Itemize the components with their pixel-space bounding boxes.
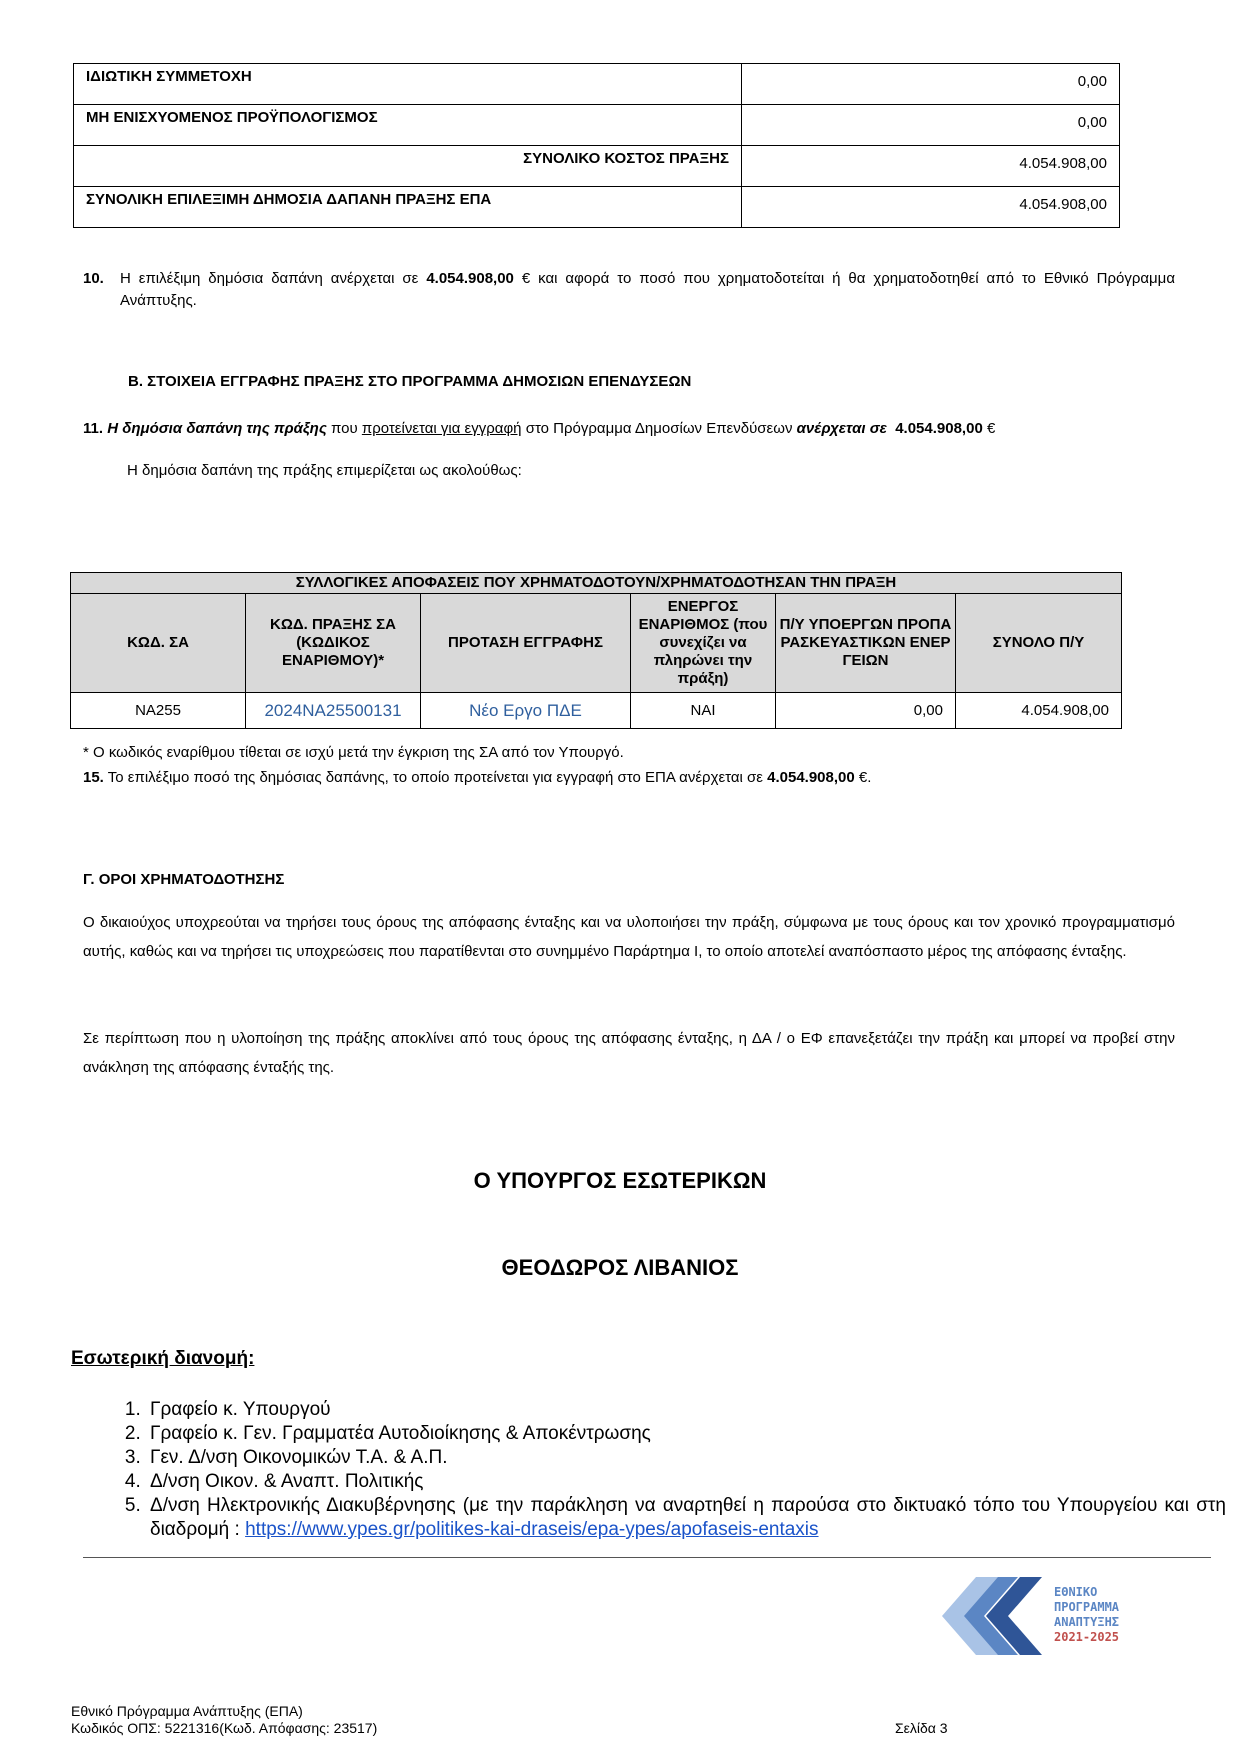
footer-left [71, 1703, 377, 1737]
list-item: 4. Δ/νση Οικον. & Αναπτ. Πολιτικής [146, 1470, 1226, 1494]
column-header: ΕΝΕΡΓΟΣ ΕΝΑΡΙΘΜΟΣ (που συνεχίζει να πληρώνει την πράξη) [631, 594, 776, 693]
list-item: 5. Δ/νση Ηλεκτρονικής Διακυβέρνησης (με την παράκληση να αναρτηθεί η παρούσα στο δικτυακό τόπο του Υπουργείου και στη διαδρομή : https://www.ypes.gr/politikes-kai-draseis/epa-ypes/apofaseis-entaxis [146, 1494, 1226, 1542]
column-header: ΣΥΝΟΛΟ Π/Υ [956, 594, 1122, 693]
footer-line: Κωδικός ΟΠΣ: 5221316(Κωδ. Απόφασης: 23517) [71, 1720, 378, 1736]
table-row [71, 693, 1122, 729]
list-item: 2. Γραφείο κ. Γεν. Γραμματέα Αυτοδιοίκησης & Αποκέντρωσης [146, 1422, 1226, 1446]
cost-value: 0,00 [742, 64, 1120, 105]
item-number: 10. [83, 270, 104, 287]
apofaseis-entaxis-link[interactable]: https://www.ypes.gr/politikes-kai-draseis/epa-ypes/apofaseis-entaxis [245, 1519, 819, 1540]
item-10 [83, 268, 1175, 312]
page-number: Σελίδα 3 [895, 1720, 948, 1736]
column-header: ΚΩΔ. ΣΑ [71, 594, 246, 693]
signature-name: ΘΕΟΔΩΡΟΣ ΛΙΒΑΝΙΟΣ [501, 1255, 739, 1280]
item-15: 15. Το επιλέξιμο ποσό της δημόσιας δαπάνης, το οποίο προτείνεται για εγγραφή στο ΕΠΑ ανέρχεται σε 4.054.908,00 €. [83, 769, 872, 786]
cell-project-code: 2024ΝΑ25500131 [246, 693, 421, 729]
cost-value: 4.054.908,00 [742, 146, 1120, 187]
distribution-list [103, 1398, 1226, 1542]
section-c-paragraph: Σε περίπτωση που η υλοποίηση της πράξης αποκλίνει από τους όρους της απόφασης ένταξης, η ΔΑ / ο ΕΦ επανεξετάζει την πράξη και μπορεί να προβεί στην ανάκληση της απόφασης ένταξής της. [83, 1030, 1175, 1076]
cell-total: 4.054.908,00 [956, 693, 1122, 729]
table-caption-row [71, 573, 1122, 594]
cell-active: ΝΑΙ [631, 693, 776, 729]
cost-label: ΣΥΝΟΛΙΚΗ ΕΠΙΛΕΞΙΜΗ ΔΗΜΟΣΙΑ ΔΑΠΑΝΗ ΠΡΑΞΗΣ ΕΠΑ [74, 187, 742, 228]
split-text: Η δημόσια δαπάνη της πράξης επιμερίζεται ως ακολούθως: [127, 462, 522, 479]
cost-table [73, 63, 1120, 228]
table-row [74, 187, 1120, 228]
section-c-title: Γ. ΟΡΟΙ ΧΡΗΜΑΤΟΔΟΤΗΣΗΣ [83, 871, 285, 888]
footer-line: Εθνικό Πρόγραμμα Ανάπτυξης (ΕΠΑ) [71, 1703, 303, 1719]
cost-label: ΣΥΝΟΛΙΚΟ ΚΟΣΤΟΣ ΠΡΑΞΗΣ [74, 146, 742, 187]
cell-prep-budget: 0,00 [776, 693, 956, 729]
cost-label: ΙΔΙΩΤΙΚΗ ΣΥΜΜΕΤΟΧΗ [74, 64, 742, 105]
column-header: Π/Υ ΥΠΟΕΡΓΩΝ ΠΡΟΠΑΡΑΣΚΕΥΑΣΤΙΚΩΝ ΕΝΕΡΓΕΙΩΝ [776, 594, 956, 693]
table-caption: ΣΥΛΛΟΓΙΚΕΣ ΑΠΟΦΑΣΕΙΣ ΠΟΥ ΧΡΗΜΑΤΟΔΟΤΟΥΝ/ΧΡΗΜΑΤΟΔΟΤΗΣΑΝ ΤΗΝ ΠΡΑΞΗ [71, 573, 1122, 594]
item-number: 11. [83, 420, 104, 437]
section-b-title: Β. ΣΤΟΙΧΕΙΑ ΕΓΓΡΑΦΗΣ ΠΡΑΞΗΣ ΣΤΟ ΠΡΟΓΡΑΜΜΑ ΔΗΜΟΣΙΩΝ ΕΠΕΝΔΥΣΕΩΝ [128, 373, 692, 390]
footnote: * Ο κωδικός εναρίθμου τίθεται σε ισχύ μετά την έγκριση της ΣΑ από τον Υπουργό. [83, 744, 624, 761]
decisions-table [70, 572, 1122, 729]
item-11: 11. Η δημόσια δαπάνη της πράξης που προτείνεται για εγγραφή στο Πρόγραμμα Δημοσίων Επενδύσεων ανέρχεται σε 4.054.908,00 € [83, 420, 996, 437]
epa-logo [938, 1571, 1178, 1663]
table-row [74, 64, 1120, 105]
footer-divider [83, 1557, 1211, 1558]
cost-label: ΜΗ ΕΝΙΣΧΥΟΜΕΝΟΣ ΠΡΟΫΠΟΛΟΓΙΣΜΟΣ [74, 105, 742, 146]
table-row [74, 105, 1120, 146]
item-10-text: Η επιλέξιμη δημόσια δαπάνη ανέρχεται σε 4.054.908,00 € και αφορά το ποσό που χρηματοδοτείται ή θα χρηματοδοτηθεί από το Εθνικό Πρόγραμμα Ανάπτυξης. [120, 270, 1175, 309]
signature-title: Ο ΥΠΟΥΡΓΟΣ ΕΣΩΤΕΡΙΚΩΝ [473, 1168, 767, 1193]
cell-sa-code: ΝΑ255 [71, 693, 246, 729]
cell-proposal: Νέο Εργο ΠΔΕ [421, 693, 631, 729]
list-item: 3. Γεν. Δ/νση Οικονομικών Τ.Α. & Α.Π. [146, 1446, 1226, 1470]
distribution-title: Εσωτερική διανομή: [71, 1348, 255, 1369]
column-header: ΠΡΟΤΑΣΗ ΕΓΓΡΑΦΗΣ [421, 594, 631, 693]
cost-value: 0,00 [742, 105, 1120, 146]
table-header-row [71, 594, 1122, 693]
section-c-paragraph: Ο δικαιούχος υποχρεούται να τηρήσει τους όρους της απόφασης ένταξης και να υλοποιήσει την πράξη, σύμφωνα με τους όρους και τον χρονικό προγραμματισμό αυτής, καθώς και να τηρήσει τις υποχρεώσεις που παρατίθενται στο συνημμένο Παράρτημα Ι, το οποίο αποτελεί αναπόσπαστο μέρος της απόφασης ένταξης. [83, 914, 1175, 960]
table-row [74, 146, 1120, 187]
item-number: 15. [83, 769, 104, 786]
logo-text: ΕΘΝΙΚΟ ΠΡΟΓΡΑΜΜΑ ΑΝΑΠΤΥΞΗΣ 2021-2025 [1054, 1585, 1120, 1644]
chevron-logo-icon [938, 1573, 1048, 1659]
cost-value: 4.054.908,00 [742, 187, 1120, 228]
list-item: 1. Γραφείο κ. Υπουργού [146, 1398, 1226, 1422]
column-header: ΚΩΔ. ΠΡΑΞΗΣ ΣΑ (ΚΩΔΙΚΟΣ ΕΝΑΡΙΘΜΟΥ)* [246, 594, 421, 693]
